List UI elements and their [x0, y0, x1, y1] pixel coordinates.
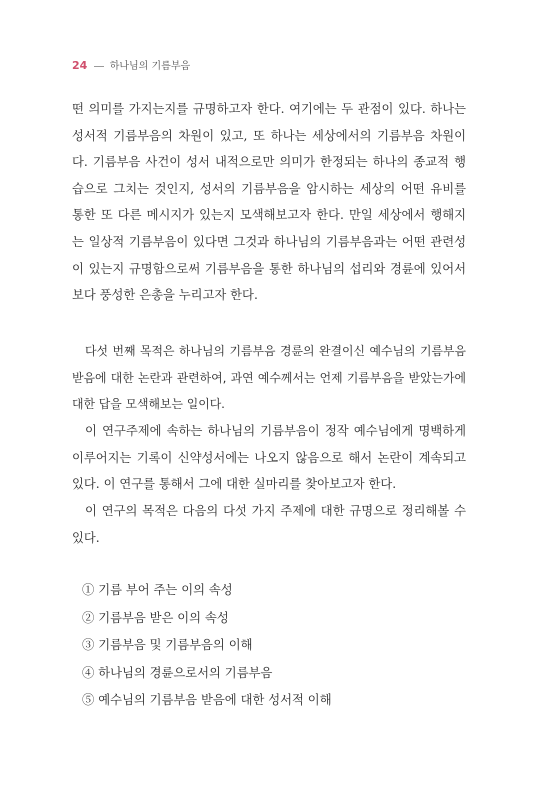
list-item: ④ 하나님의 경륜으로서의 기름부음 [82, 665, 273, 680]
running-header [72, 60, 190, 73]
list-item: ① 기름 부어 주는 이의 속성 [82, 583, 233, 597]
list-item: ③ 기름부음 및 기름부음의 이해 [82, 638, 253, 653]
topic-list [82, 577, 332, 715]
paragraph-3: 이 연구주제에 속하는 하나님의 기름부음이 정작 예수님에게 명백하게 이루어지는 기록이 신약성서에는 나오지 않음으로 해서 논란이 계속되고 있다. 이 연구를 통해서 그에 대한 실마리를 찾아보고자 한다. [72, 424, 466, 492]
header-divider [94, 66, 104, 67]
paragraph-1: 떤 의미를 가지는지를 규명하고자 한다. 여기에는 두 관점이 있다. 하나는 성서적 기름부음의 차원이 있고, 또 하나는 세상에서의 기름부음 차원이다. 기름부음 사건이 성서 내적으로만 의미가 한정되는 하나의 종교적 행습으로 그치는 것인지, 성서의 기름부음을 암시하는 세상의 어떤 유비를 통한 또 다른 메시지가 있는지 모색해보고자 한다. 만일 세상에서 행해지는 일상적 기름부음이 있다면 그것과 하나님의 기름부음과는 어떤 관련성이 있는지 규명함으로써 기름부음을 통한 하나님의 섭리와 경륜에 있어서 보다 풍성한 은총을 누리고자 한다. [72, 102, 466, 303]
running-title: 하나님의 기름부음 [109, 61, 191, 72]
paragraph-4: 이 연구의 목적은 다음의 다섯 가지 주제에 대한 규명으로 정리해볼 수 있다. [72, 504, 466, 545]
page-number: 24 [72, 59, 88, 72]
list-item: ② 기름부음 받은 이의 속성 [82, 610, 229, 625]
paragraph-2: 다섯 번째 목적은 하나님의 기름부음 경륜의 완결이신 예수님의 기름부음 받음에 대한 논란과 관련하여, 과연 예수께서는 언제 기름부음을 받았는가에 대한 답을 모색해보는 일이다. [72, 344, 466, 412]
list-item: ⑤ 예수님의 기름부음 받음에 대한 성서적 이해 [82, 693, 332, 708]
